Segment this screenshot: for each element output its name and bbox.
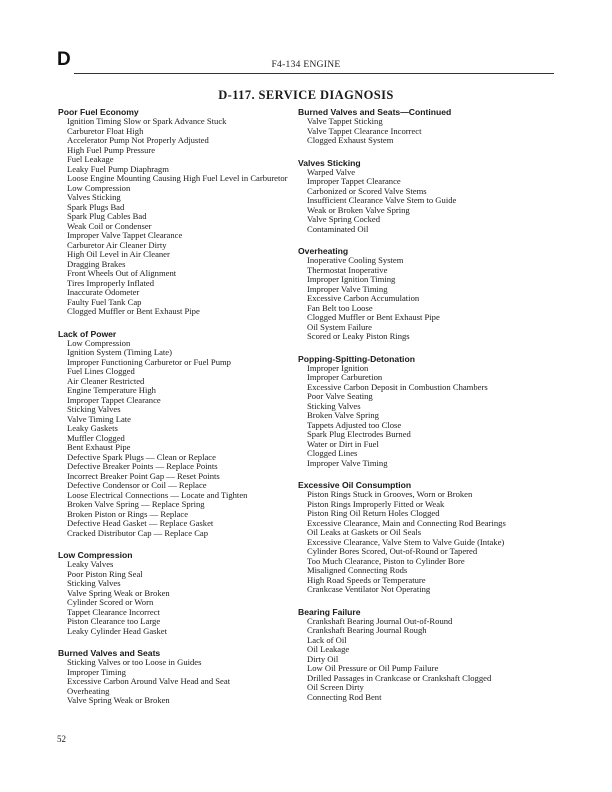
- cause-item: Piston Rings Stuck in Grooves, Worn or Broken: [307, 489, 473, 499]
- cause-item: Misaligned Connecting Rods: [307, 565, 408, 575]
- cause-item: Carbonized or Scored Valve Stems: [307, 185, 427, 196]
- cause-item: Valve Tappet Sticking: [307, 116, 383, 126]
- cause-item: Excessive Carbon Accumulation: [307, 293, 420, 303]
- cause-item: Leaky Fuel Pump Diaphragm: [67, 163, 169, 174]
- cause-item: Carburetor Air Cleaner Dirty: [67, 239, 167, 250]
- cause-item: Clogged Lines: [307, 448, 358, 458]
- cause-item: Piston Ring Oil Return Holes Clogged: [307, 508, 440, 518]
- cause-item: Poor Valve Seating: [307, 391, 373, 401]
- cause-item: Air Cleaner Restricted: [67, 375, 145, 386]
- cause-list: [300, 117, 565, 146]
- cause-item: Sticking Valves: [307, 400, 361, 411]
- section-heading: Poor Fuel Economy: [58, 107, 139, 117]
- cause-item: Fan Belt too Loose: [307, 302, 373, 313]
- cause-item: Sticking Valves: [67, 578, 121, 588]
- section-heading: Valves Sticking: [298, 157, 361, 168]
- cause-item: Too Much Clearance, Piston to Cylinder Bore: [307, 555, 465, 566]
- right-column: [300, 107, 565, 714]
- cause-item: Improper Valve Timing: [307, 457, 388, 468]
- section-burned-valves-and-seats: [60, 648, 292, 706]
- cause-item: Loose Electrical Connections — Locate and Tighten: [67, 489, 248, 500]
- section-excessive-oil-consumption: [300, 480, 565, 595]
- cause-item: Weak Coil or Condenser: [67, 220, 152, 231]
- section-lack-of-power: [60, 329, 292, 539]
- cause-item: Broken Valve Spring: [307, 410, 379, 420]
- section-heading: Lack of Power: [58, 328, 117, 339]
- cause-item: Improper Carburetion: [307, 372, 383, 382]
- cause-item: Tires Improperly Inflated: [67, 277, 155, 288]
- cause-item: Excessive Clearance, Main and Connecting Rod Bearings: [307, 517, 506, 528]
- cause-item: Defective Head Gasket — Replace Gasket: [67, 518, 214, 528]
- cause-item: Sticking Valves or too Loose in Guides: [67, 657, 202, 667]
- cause-item: Clogged Muffler or Bent Exhaust Pipe: [67, 306, 200, 316]
- cause-item: Excessive Carbon Deposit in Combustion Chambers: [307, 381, 488, 392]
- cause-item: Dragging Brakes: [67, 258, 126, 269]
- cause-item: Defective Spark Plugs — Clean or Replace: [67, 451, 216, 462]
- page-number: 52: [57, 734, 66, 744]
- cause-item: Leaky Valves: [67, 559, 114, 569]
- cause-item: Sticking Valves: [67, 404, 121, 414]
- cause-item: Spark Plug Electrodes Burned: [307, 429, 411, 439]
- cause-item: Improper Ignition Timing: [307, 274, 396, 284]
- section-letter: D: [57, 49, 71, 70]
- cause-item: Valve Timing Late: [67, 413, 131, 424]
- page-title: D-117. SERVICE DIAGNOSIS: [218, 88, 394, 102]
- cause-item: Crankshaft Bearing Journal Out-of-Round: [307, 615, 453, 626]
- cause-item: Valve Spring Weak or Broken: [67, 695, 170, 705]
- cause-item: Valve Spring Weak or Broken: [67, 587, 170, 598]
- cause-item: Improper Tappet Clearance: [307, 176, 401, 186]
- section-heading: Bearing Failure: [298, 606, 361, 617]
- cause-item: Fuel Lines Clogged: [67, 366, 135, 376]
- cause-item: Tappets Adjusted too Close: [307, 419, 402, 430]
- cause-item: Inoperative Cooling System: [307, 255, 404, 265]
- cause-item: Improper Tappet Clearance: [67, 394, 161, 405]
- cause-item: Poor Piston Ring Seal: [67, 568, 143, 579]
- cause-item: Weak or Broken Valve Spring: [307, 204, 410, 215]
- cause-item: Leaky Gaskets: [67, 423, 118, 433]
- cause-item: Scored or Leaky Piston Rings: [307, 331, 410, 341]
- cause-item: High Road Speeds or Temperature: [307, 574, 426, 585]
- cause-item: Water or Dirt in Fuel: [307, 438, 379, 449]
- section-heading: Burned Valves and Seats: [58, 648, 161, 658]
- cause-item: Valve Spring Cocked: [307, 214, 381, 224]
- section-overheating: [300, 246, 565, 342]
- cause-item: Oil Leaks at Gaskets or Oil Seals: [307, 527, 422, 537]
- cause-item: Loose Engine Mounting Causing High Fuel Level in Carburetor: [67, 173, 288, 183]
- section-valves-sticking: [300, 158, 565, 235]
- cause-item: Clogged Muffler or Bent Exhaust Pipe: [307, 312, 440, 322]
- cause-item: Oil Screen Dirty: [307, 682, 364, 692]
- cause-item: Warped Valve: [307, 166, 356, 177]
- section-burned-valves-continued: [300, 107, 565, 146]
- cause-item: Inaccurate Odometer: [67, 287, 140, 297]
- section-bearing-failure: [300, 607, 565, 703]
- cause-item: Valves Sticking: [67, 192, 121, 202]
- cause-item: High Fuel Pump Pressure: [67, 144, 156, 155]
- cause-item: Bent Exhaust Pipe: [67, 442, 131, 452]
- cause-item: Improper Functioning Carburetor or Fuel Pump: [67, 356, 231, 367]
- cause-item: Lack of Oil: [307, 634, 347, 645]
- section-heading: Overheating: [298, 246, 349, 256]
- cause-item: Accelerator Pump Not Properly Adjusted: [67, 135, 209, 145]
- cause-item: Fuel Leakage: [67, 154, 114, 164]
- header-rule: [74, 73, 554, 74]
- cause-item: Improper Timing: [67, 666, 126, 677]
- cause-item: Drilled Passages in Crankcase or Crankshaft Clogged: [307, 672, 492, 683]
- cause-item: Ignition System (Timing Late): [67, 347, 172, 357]
- cause-item: Oil System Failure: [307, 321, 372, 332]
- cause-item: Cylinder Bores Scored, Out-of-Round or Tapered: [307, 546, 478, 556]
- cause-item: Improper Valve Timing: [307, 283, 388, 294]
- cause-item: Muffler Clogged: [67, 432, 125, 443]
- cause-list: [300, 256, 565, 342]
- cause-item: Defective Breaker Points — Replace Points: [67, 461, 218, 471]
- section-popping-spitting-detonation: [300, 354, 565, 469]
- cause-item: Oil Leakage: [307, 644, 350, 654]
- cause-item: Connecting Rod Bent: [307, 691, 382, 702]
- cause-item: Contaminated Oil: [307, 223, 369, 234]
- cause-item: Carburetor Float High: [67, 125, 144, 136]
- cause-item: Crankshaft Bearing Journal Rough: [307, 625, 427, 635]
- cause-item: Cylinder Scored or Worn: [67, 597, 154, 607]
- cause-item: Low Compression: [67, 337, 131, 348]
- cause-item: Leaky Cylinder Head Gasket: [67, 625, 167, 636]
- cause-item: Clogged Exhaust System: [307, 135, 394, 145]
- cause-list: [60, 560, 292, 636]
- cause-item: Excessive Clearance, Valve Stem to Valve Guide (Intake): [307, 536, 505, 547]
- cause-item: Tappet Clearance Incorrect: [67, 606, 160, 617]
- cause-item: Broken Piston or Rings — Replace: [67, 508, 189, 519]
- cause-item: Broken Valve Spring — Replace Spring: [67, 499, 205, 509]
- cause-item: Piston Clearance too Large: [67, 616, 161, 626]
- section-heading: Popping-Spitting-Detonation: [298, 353, 415, 364]
- section-heading: Excessive Oil Consumption: [298, 480, 412, 490]
- cause-list: [300, 364, 565, 469]
- section-poor-fuel-economy: [60, 107, 292, 317]
- cause-list: [300, 490, 565, 595]
- cause-item: Spark Plug Cables Bad: [67, 211, 147, 221]
- cause-item: Crankcase Ventilator Not Operating: [307, 584, 431, 594]
- cause-item: Engine Temperature High: [67, 385, 156, 395]
- cause-item: Improper Valve Tappet Clearance: [67, 230, 183, 240]
- cause-item: Faulty Fuel Tank Cap: [67, 296, 142, 307]
- cause-item: High Oil Level in Air Cleaner: [67, 249, 170, 259]
- cause-item: Cracked Distributor Cap — Replace Cap: [67, 527, 209, 538]
- cause-item: Valve Tappet Clearance Incorrect: [307, 125, 422, 136]
- cause-item: Spark Plugs Bad: [67, 201, 125, 212]
- cause-item: Defective Condensor or Coil — Replace: [67, 480, 207, 490]
- left-column: [60, 107, 292, 718]
- cause-list: [60, 117, 292, 317]
- cause-item: Excessive Carbon Around Valve Head and Seat: [67, 676, 231, 686]
- cause-list: [60, 658, 292, 706]
- cause-item: Front Wheels Out of Alignment: [67, 268, 177, 278]
- section-heading: Low Compression: [58, 550, 133, 560]
- cause-item: Incorrect Breaker Point Gap — Reset Points: [67, 470, 220, 481]
- cause-item: Ignition Timing Slow or Spark Advance Stuck: [67, 116, 227, 126]
- cause-item: Improper Ignition: [307, 362, 369, 373]
- section-low-compression: [60, 550, 292, 636]
- cause-item: Overheating: [67, 685, 110, 696]
- cause-item: Piston Rings Improperly Fitted or Weak: [307, 498, 445, 509]
- cause-item: Low Oil Pressure or Oil Pump Failure: [307, 663, 439, 673]
- cause-list: [60, 339, 292, 539]
- cause-list: [300, 617, 565, 703]
- cause-item: Insufficient Clearance Valve Stem to Guide: [307, 195, 457, 205]
- cause-list: [300, 168, 565, 235]
- running-title: F4-134 ENGINE: [271, 60, 341, 70]
- cause-item: Thermostat Inoperative: [307, 264, 388, 275]
- cause-item: Low Compression: [67, 182, 131, 193]
- cause-item: Dirty Oil: [307, 653, 339, 664]
- section-heading: Burned Valves and Seats—Continued: [298, 107, 452, 117]
